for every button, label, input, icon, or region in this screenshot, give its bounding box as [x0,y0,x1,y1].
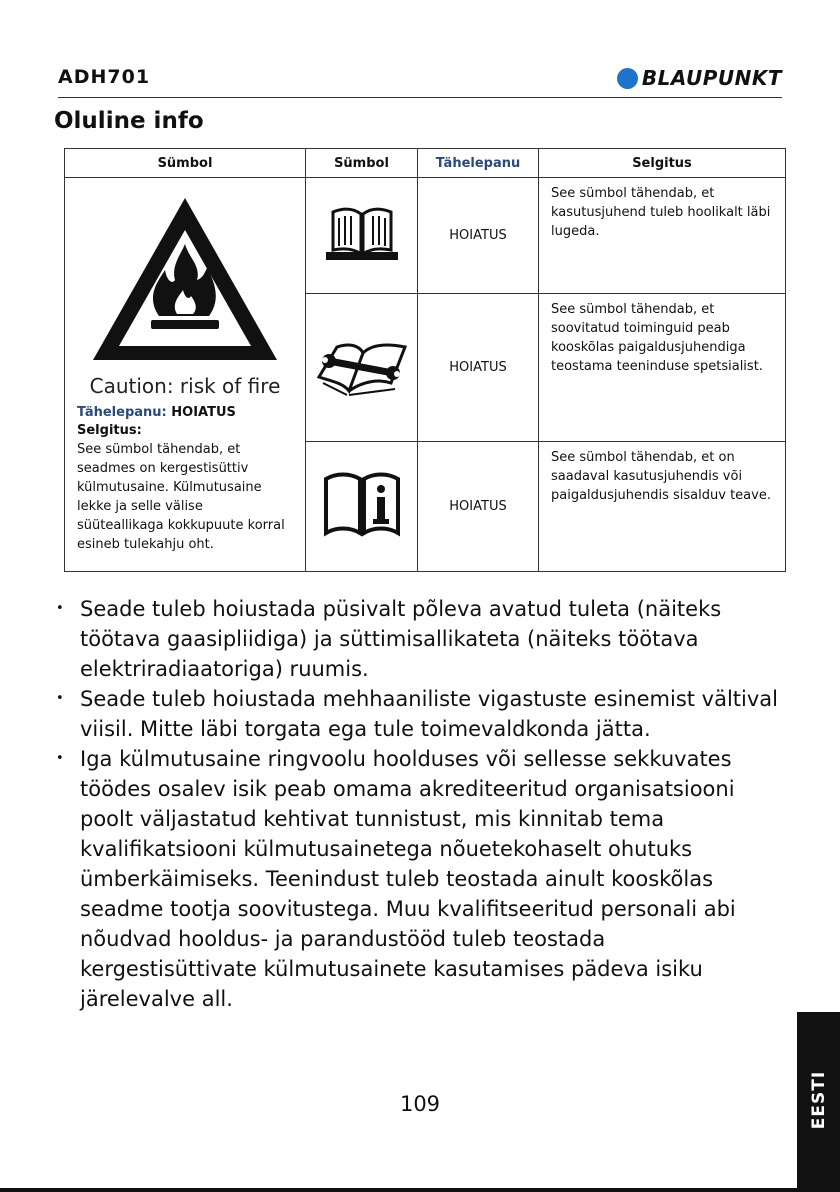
attention-value: HOIATUS [171,405,236,420]
info-manual-icon [322,471,402,539]
row3-explanation: See sümbol tähendab, et on saadaval kasutusjuhendis või paigaldusjuhendis sisalduv teave. [539,442,786,572]
header-explanation: Selgitus [539,149,786,178]
row3-attention: HOIATUS [418,442,539,572]
fire-warning-cell [65,178,306,572]
explanation-label: Selgitus: [77,423,142,438]
safety-bullet-list [56,594,786,1014]
row1-explanation: See sümbol tähendab, et kasutusjuhend tuleb hoolikalt läbi lugeda. [539,178,786,294]
list-item: • Seade tuleb hoiustada mehhaaniliste vigastuste esinemist vältival viisil. Mitte läbi torgata ega tule toimevaldkonda jätta. [56,684,786,744]
page-header [58,66,782,96]
header-symbol-2: Sümbol [306,149,418,178]
list-item: • Seade tuleb hoiustada püsivalt põleva avatud tuleta (näiteks töötava gaasipliidiga) ja süttimisallikateta (näiteks töötava elektriradiaatoriga) ruumis. [56,594,786,684]
list-item: • Iga külmutusaine ringvoolu hoolduses või sellesse sekkuvates töödes osalev isik peab omama akrediteeritud organisatsiooni poolt väljastatud kehtivat tunnistust, mis kinnitab tema kvalifikatsiooni külmutusainetega nõuetekohaselt ohutuks ümberkäimiseks. Teenindust tuleb teostada ainult kooskõlas seadme tootja soovitustega. Muu kvalifitseeritud personali abi nõudvad hooldus- ja parandustööd tuleb teostada kergestisüttivate külmutusainete kasutamises pädeva isiku järelevalve all. [56,744,786,1014]
attention-line [77,404,293,422]
symbol-table [64,148,786,572]
attention-label: Tähelepanu: [77,405,167,420]
section-title: Oluline info [54,108,204,134]
header-divider [58,97,782,98]
header-symbol-1: Sümbol [65,149,306,178]
language-tab [797,1012,840,1188]
info-manual-icon-cell [306,442,418,572]
page-number: 109 [399,1092,441,1116]
language-label: EESTI [808,1070,829,1130]
table-row [65,178,786,294]
manual-book-icon [323,204,401,264]
brand-dot-icon [617,68,638,89]
service-manual-icon [313,333,411,399]
row2-explanation: See sümbol tähendab, et soovitatud toiminguid peab kooskõlas paigaldusjuhendiga teostama teeninduse spetsialist. [539,294,786,442]
row1-attention: HOIATUS [418,178,539,294]
model-number: ADH701 [58,66,151,88]
flammable-triangle-icon [85,188,285,368]
header-attention: Tähelepanu [418,149,539,178]
caution-caption: Caution: risk of fire [89,374,281,398]
brand-name: BLAUPUNKT [641,66,782,90]
bottom-divider [0,1188,840,1192]
explanation-text: See sümbol tähendab, et seadmes on kergestisüttiv külmutusaine. Külmutusaine lekke ja selle välise süüteallikaga kokkupuute korral esineb tulekahju oht. [77,442,285,552]
brand-logo [617,66,782,90]
row2-attention: HOIATUS [418,294,539,442]
manual-book-icon-cell [306,178,418,294]
fire-warning-sign [77,188,293,372]
service-manual-icon-cell [306,294,418,442]
table-header-row [65,149,786,178]
